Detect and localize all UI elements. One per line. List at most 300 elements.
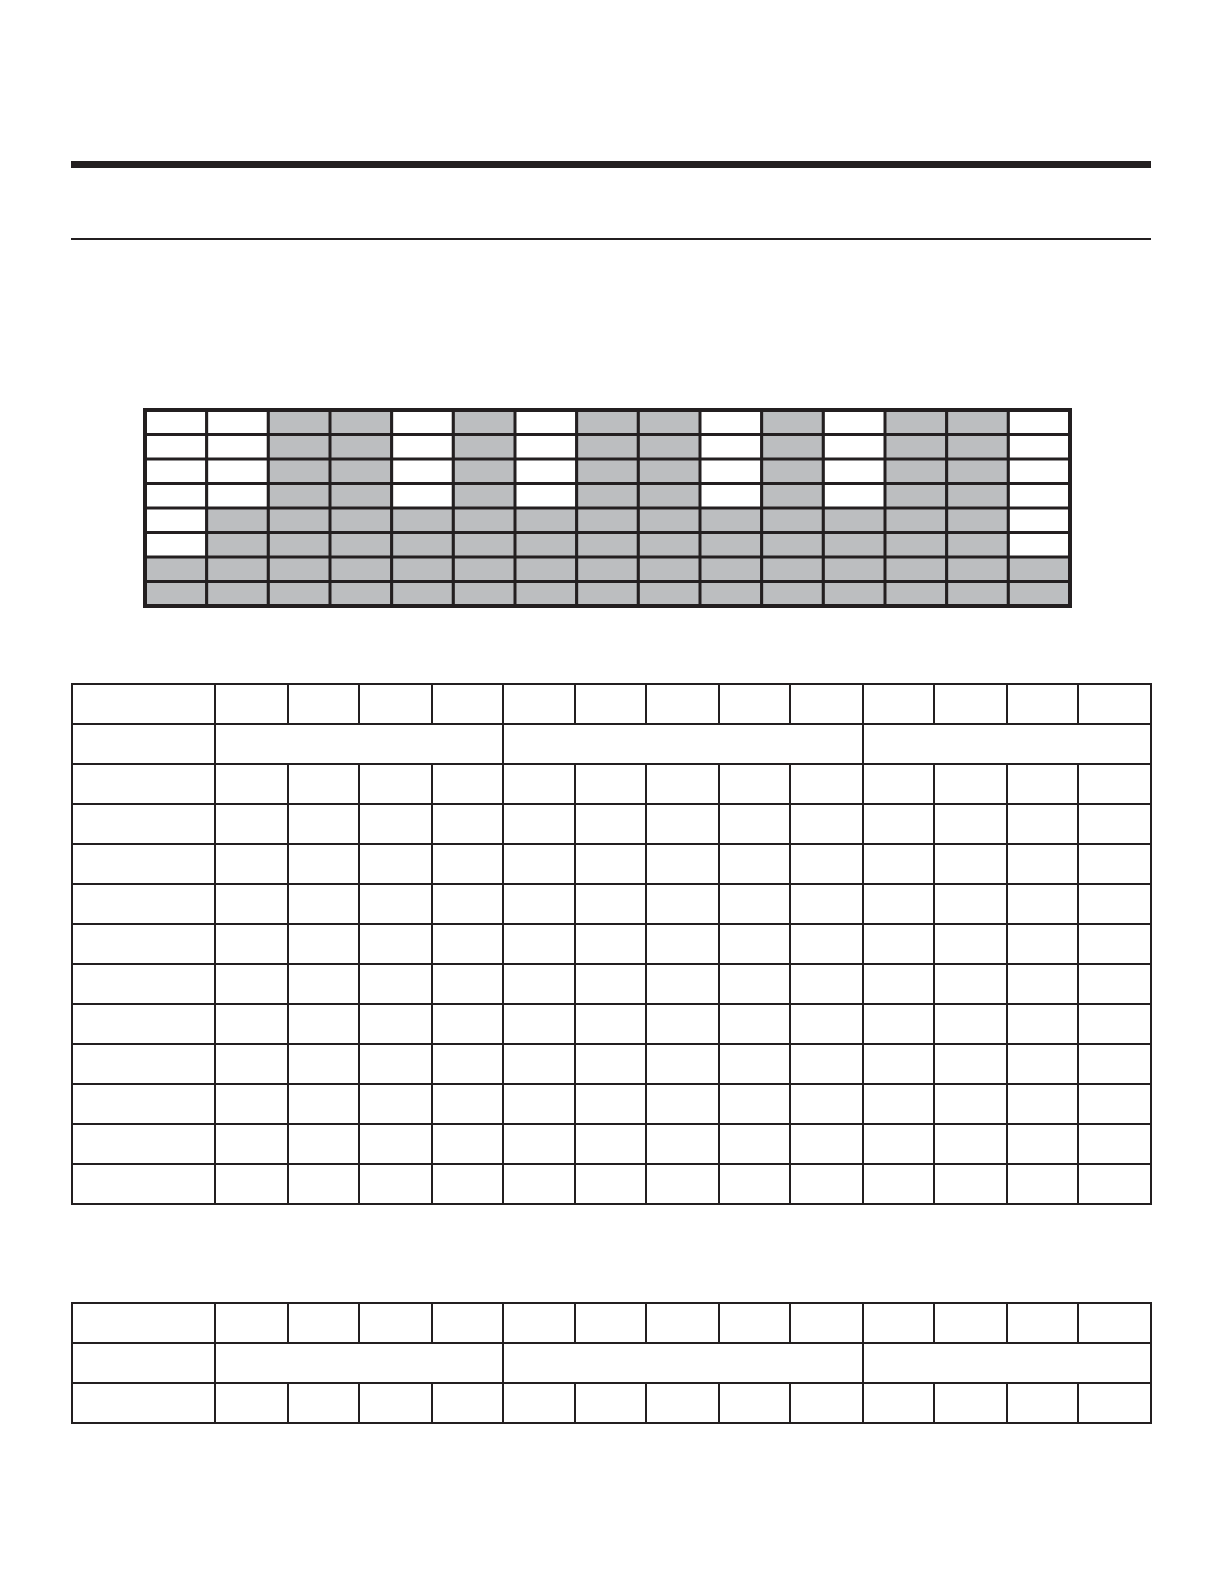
table-cell (934, 804, 1007, 844)
table-cell (863, 924, 935, 964)
grid-cell-r4-c4 (330, 484, 392, 509)
row-label-cell (72, 884, 215, 924)
table-cell (432, 964, 504, 1004)
table-cell (359, 764, 432, 804)
table-cell (288, 1303, 360, 1343)
table-cell (215, 1084, 288, 1124)
grid-cell-r8-c3 (268, 582, 330, 607)
data-table-1-grid (71, 683, 1152, 1205)
table-cell (646, 684, 719, 724)
table-cell (1078, 844, 1151, 884)
table-cell (288, 884, 360, 924)
table-cell (863, 804, 935, 844)
table-cell (503, 1164, 575, 1204)
grid-cell-r4-c8 (577, 484, 639, 509)
grid-cell-r4-c2 (207, 484, 269, 509)
table-cell (432, 1084, 504, 1124)
grid-cell-r1-c6 (453, 410, 515, 435)
table-row (72, 1303, 1151, 1343)
table-cell (1007, 924, 1079, 964)
table-cell (1078, 924, 1151, 964)
grid-cell-r1-c11 (762, 410, 824, 435)
table-cell (646, 1124, 719, 1164)
grid-cell-r2-c5 (392, 435, 454, 460)
table-cell (1078, 1383, 1151, 1423)
grid-cell-r7-c9 (638, 557, 700, 582)
grid-cell-r8-c7 (515, 582, 577, 607)
table-cell (719, 844, 791, 884)
table-cell (1078, 1084, 1151, 1124)
table-cell (575, 804, 647, 844)
grid-cell-r4-c3 (268, 484, 330, 509)
header-rule-thin (71, 238, 1151, 240)
table-cell (1007, 1044, 1079, 1084)
table-cell (288, 924, 360, 964)
table-cell (1078, 884, 1151, 924)
table-cell (215, 684, 288, 724)
table-cell (288, 1383, 360, 1423)
table-row (72, 844, 1151, 884)
table-cell (575, 964, 647, 1004)
table-cell (863, 684, 935, 724)
table-cell (1078, 964, 1151, 1004)
table-cell (503, 924, 575, 964)
grid-cell-r1-c13 (885, 410, 947, 435)
group-header-cell (863, 724, 1151, 764)
table-cell (719, 1164, 791, 1204)
grid-cell-r6-c11 (762, 533, 824, 558)
table-cell (646, 1084, 719, 1124)
table-cell (288, 1164, 360, 1204)
row-label-cell (72, 1124, 215, 1164)
grid-cell-r5-c12 (823, 508, 885, 533)
table-cell (1007, 804, 1079, 844)
grid-cell-r2-c7 (515, 435, 577, 460)
table-cell (288, 1124, 360, 1164)
grid-cell-r7-c11 (762, 557, 824, 582)
grid-cell-r4-c11 (762, 484, 824, 509)
grid-cell-r4-c5 (392, 484, 454, 509)
grid-cell-r6-c3 (268, 533, 330, 558)
table-cell (288, 684, 360, 724)
table-cell (575, 1044, 647, 1084)
table-row (72, 1343, 1151, 1383)
grid-cell-r4-c10 (700, 484, 762, 509)
grid-cell-r6-c2 (207, 533, 269, 558)
table-cell (934, 1303, 1007, 1343)
grid-cell-r5-c5 (392, 508, 454, 533)
table-cell (719, 1124, 791, 1164)
table-cell (719, 1084, 791, 1124)
table-row (72, 1383, 1151, 1423)
group-header-cell (215, 1343, 503, 1383)
grid-cell-r3-c14 (947, 459, 1009, 484)
table-cell (432, 844, 504, 884)
grid-cell-r3-c13 (885, 459, 947, 484)
table-cell (575, 1124, 647, 1164)
table-cell (215, 1383, 288, 1423)
table-cell (1078, 684, 1151, 724)
table-cell (432, 884, 504, 924)
table-cell (359, 884, 432, 924)
table-cell (719, 1303, 791, 1343)
table-cell (1078, 804, 1151, 844)
table-cell (790, 764, 863, 804)
table-cell (863, 1084, 935, 1124)
table-cell (575, 1383, 647, 1423)
table-cell (215, 884, 288, 924)
row-label-cell (72, 804, 215, 844)
grid-cell-r5-c7 (515, 508, 577, 533)
table-row (72, 1004, 1151, 1044)
table-cell (503, 884, 575, 924)
table-row (72, 764, 1151, 804)
table-cell (719, 1383, 791, 1423)
grid-cell-r7-c13 (885, 557, 947, 582)
grid-cell-r2-c11 (762, 435, 824, 460)
table-cell (790, 964, 863, 1004)
table-cell (288, 844, 360, 884)
grid-cell-r1-c12 (823, 410, 885, 435)
table-cell (646, 1303, 719, 1343)
grid-cell-r3-c1 (145, 459, 207, 484)
grid-cell-r7-c2 (207, 557, 269, 582)
grid-cell-r5-c2 (207, 508, 269, 533)
table-cell (934, 1164, 1007, 1204)
row-label-cell (72, 764, 215, 804)
grid-cell-r6-c13 (885, 533, 947, 558)
table-row (72, 804, 1151, 844)
table-cell (432, 1004, 504, 1044)
grid-cell-r5-c9 (638, 508, 700, 533)
grid-cell-r6-c7 (515, 533, 577, 558)
table-cell (934, 1084, 1007, 1124)
grid-cell-r2-c14 (947, 435, 1009, 460)
table-cell (646, 804, 719, 844)
grid-cell-r3-c5 (392, 459, 454, 484)
grid-cell-r5-c6 (453, 508, 515, 533)
grid-cell-r7-c15 (1008, 557, 1070, 582)
grid-cell-r1-c14 (947, 410, 1009, 435)
table-cell (1007, 884, 1079, 924)
grid-cell-r2-c10 (700, 435, 762, 460)
grid-cell-r1-c3 (268, 410, 330, 435)
table-cell (359, 1004, 432, 1044)
table-cell (432, 924, 504, 964)
grid-cell-r6-c1 (145, 533, 207, 558)
table-cell (359, 684, 432, 724)
table-cell (719, 1004, 791, 1044)
table-cell (863, 764, 935, 804)
pattern-grid (143, 408, 1072, 608)
table-cell (215, 764, 288, 804)
table-cell (432, 684, 504, 724)
grid-cell-r4-c12 (823, 484, 885, 509)
grid-cell-r2-c2 (207, 435, 269, 460)
grid-cell-r3-c11 (762, 459, 824, 484)
table-cell (646, 884, 719, 924)
grid-cell-r8-c12 (823, 582, 885, 607)
table-cell (719, 884, 791, 924)
data-table-2-grid (71, 1302, 1152, 1424)
grid-cell-r5-c4 (330, 508, 392, 533)
table-cell (215, 1004, 288, 1044)
table-cell (863, 1004, 935, 1044)
grid-cell-r1-c7 (515, 410, 577, 435)
table-cell (503, 964, 575, 1004)
table-cell (359, 924, 432, 964)
table-cell (1007, 844, 1079, 884)
grid-cell-r3-c6 (453, 459, 515, 484)
table-cell (646, 924, 719, 964)
row-label-cell (72, 1383, 215, 1423)
grid-cell-r4-c1 (145, 484, 207, 509)
table-cell (1007, 1004, 1079, 1044)
table-cell (646, 964, 719, 1004)
grid-cell-r8-c2 (207, 582, 269, 607)
table-cell (215, 844, 288, 884)
table-cell (503, 1044, 575, 1084)
table-cell (575, 884, 647, 924)
table-cell (432, 1124, 504, 1164)
table-cell (646, 1164, 719, 1204)
grid-cell-r2-c8 (577, 435, 639, 460)
table-cell (719, 764, 791, 804)
grid-cell-r2-c3 (268, 435, 330, 460)
grid-cell-r6-c14 (947, 533, 1009, 558)
table-cell (790, 1004, 863, 1044)
grid-cell-r5-c8 (577, 508, 639, 533)
table-cell (432, 1383, 504, 1423)
grid-cell-r5-c1 (145, 508, 207, 533)
grid-cell-r2-c15 (1008, 435, 1070, 460)
table-row (72, 1124, 1151, 1164)
grid-cell-r1-c1 (145, 410, 207, 435)
table-cell (575, 764, 647, 804)
table-cell (934, 924, 1007, 964)
grid-cell-r8-c1 (145, 582, 207, 607)
table-cell (1007, 1084, 1079, 1124)
table-cell (790, 1383, 863, 1423)
grid-cell-r8-c11 (762, 582, 824, 607)
row-label-cell (72, 724, 215, 764)
table-row (72, 1164, 1151, 1204)
table-cell (646, 1044, 719, 1084)
table-cell (359, 1164, 432, 1204)
grid-cell-r4-c6 (453, 484, 515, 509)
table-row (72, 924, 1151, 964)
grid-cell-r1-c5 (392, 410, 454, 435)
table-cell (646, 1004, 719, 1044)
grid-cell-r3-c15 (1008, 459, 1070, 484)
table-cell (863, 1044, 935, 1084)
row-label-cell (72, 1044, 215, 1084)
table-cell (1007, 1383, 1079, 1423)
table-row (72, 1044, 1151, 1084)
table-cell (646, 764, 719, 804)
table-cell (790, 1124, 863, 1164)
pattern-grid-svg (143, 408, 1072, 608)
table-cell (288, 1044, 360, 1084)
grid-cell-r1-c15 (1008, 410, 1070, 435)
table-cell (503, 844, 575, 884)
grid-cell-r4-c7 (515, 484, 577, 509)
row-label-cell (72, 1303, 215, 1343)
table-cell (432, 804, 504, 844)
grid-cell-r6-c10 (700, 533, 762, 558)
grid-cell-r2-c13 (885, 435, 947, 460)
row-label-cell (72, 1164, 215, 1204)
grid-cell-r8-c9 (638, 582, 700, 607)
table-cell (575, 1303, 647, 1343)
table-cell (359, 1084, 432, 1124)
table-cell (719, 964, 791, 1004)
grid-cell-r7-c10 (700, 557, 762, 582)
grid-cell-r6-c9 (638, 533, 700, 558)
table-cell (790, 804, 863, 844)
table-cell (503, 1124, 575, 1164)
table-cell (863, 1164, 935, 1204)
row-label-cell (72, 1084, 215, 1124)
grid-cell-r3-c12 (823, 459, 885, 484)
table-cell (288, 804, 360, 844)
table-cell (1078, 1124, 1151, 1164)
row-label-cell (72, 924, 215, 964)
table-cell (503, 684, 575, 724)
table-cell (863, 964, 935, 1004)
table-row (72, 884, 1151, 924)
table-cell (359, 844, 432, 884)
group-header-cell (503, 724, 863, 764)
table-cell (575, 1084, 647, 1124)
table-cell (575, 684, 647, 724)
table-cell (934, 1124, 1007, 1164)
grid-cell-r7-c14 (947, 557, 1009, 582)
grid-cell-r7-c12 (823, 557, 885, 582)
table-cell (432, 1164, 504, 1204)
table-cell (215, 1303, 288, 1343)
group-header-cell (215, 724, 503, 764)
table-cell (503, 1383, 575, 1423)
table-cell (288, 764, 360, 804)
table-cell (863, 884, 935, 924)
group-header-cell (503, 1343, 863, 1383)
table-cell (934, 844, 1007, 884)
table-cell (575, 1004, 647, 1044)
table-cell (934, 684, 1007, 724)
table-cell (1078, 1044, 1151, 1084)
grid-cell-r4-c13 (885, 484, 947, 509)
grid-cell-r8-c14 (947, 582, 1009, 607)
table-cell (719, 924, 791, 964)
grid-cell-r4-c15 (1008, 484, 1070, 509)
table-cell (719, 1044, 791, 1084)
header-rule-thick (71, 161, 1151, 168)
table-cell (503, 1084, 575, 1124)
table-row (72, 684, 1151, 724)
table-cell (1007, 964, 1079, 1004)
grid-cell-r8-c15 (1008, 582, 1070, 607)
table-cell (215, 1164, 288, 1204)
grid-cell-r2-c12 (823, 435, 885, 460)
grid-cell-r3-c8 (577, 459, 639, 484)
grid-cell-r1-c10 (700, 410, 762, 435)
grid-cell-r1-c2 (207, 410, 269, 435)
table-cell (1007, 684, 1079, 724)
table-cell (1078, 1164, 1151, 1204)
grid-cell-r6-c15 (1008, 533, 1070, 558)
table-cell (934, 964, 1007, 1004)
table-cell (215, 964, 288, 1004)
grid-cell-r7-c5 (392, 557, 454, 582)
grid-cell-r5-c15 (1008, 508, 1070, 533)
table-cell (790, 1164, 863, 1204)
table-cell (215, 804, 288, 844)
grid-cell-r8-c10 (700, 582, 762, 607)
grid-cell-r5-c3 (268, 508, 330, 533)
table-cell (934, 1004, 1007, 1044)
table-cell (719, 804, 791, 844)
table-cell (215, 1044, 288, 1084)
grid-cell-r5-c11 (762, 508, 824, 533)
grid-cell-r7-c1 (145, 557, 207, 582)
grid-cell-r8-c4 (330, 582, 392, 607)
table-cell (1007, 1164, 1079, 1204)
grid-cell-r2-c4 (330, 435, 392, 460)
grid-cell-r7-c6 (453, 557, 515, 582)
table-cell (575, 924, 647, 964)
row-label-cell (72, 1004, 215, 1044)
table-cell (790, 884, 863, 924)
table-cell (790, 844, 863, 884)
table-cell (646, 844, 719, 884)
table-cell (503, 804, 575, 844)
grid-cell-r5-c10 (700, 508, 762, 533)
table-cell (1007, 1303, 1079, 1343)
table-cell (1007, 764, 1079, 804)
table-cell (432, 1303, 504, 1343)
data-table-2 (71, 1302, 1152, 1424)
row-label-cell (72, 844, 215, 884)
table-cell (288, 1004, 360, 1044)
grid-cell-r3-c3 (268, 459, 330, 484)
table-cell (790, 684, 863, 724)
grid-cell-r1-c4 (330, 410, 392, 435)
grid-cell-r6-c6 (453, 533, 515, 558)
table-cell (215, 924, 288, 964)
table-cell (719, 684, 791, 724)
grid-cell-r1-c9 (638, 410, 700, 435)
grid-cell-r8-c6 (453, 582, 515, 607)
grid-cell-r8-c8 (577, 582, 639, 607)
grid-cell-r5-c14 (947, 508, 1009, 533)
table-cell (934, 764, 1007, 804)
grid-cell-r7-c8 (577, 557, 639, 582)
grid-cell-r6-c12 (823, 533, 885, 558)
grid-cell-r1-c8 (577, 410, 639, 435)
table-cell (1078, 1303, 1151, 1343)
table-cell (863, 1303, 935, 1343)
table-row (72, 724, 1151, 764)
table-cell (432, 1044, 504, 1084)
table-cell (359, 1044, 432, 1084)
table-cell (646, 1383, 719, 1423)
grid-cell-r7-c7 (515, 557, 577, 582)
grid-cell-r3-c9 (638, 459, 700, 484)
table-cell (863, 1124, 935, 1164)
grid-cell-r3-c4 (330, 459, 392, 484)
grid-cell-r5-c13 (885, 508, 947, 533)
